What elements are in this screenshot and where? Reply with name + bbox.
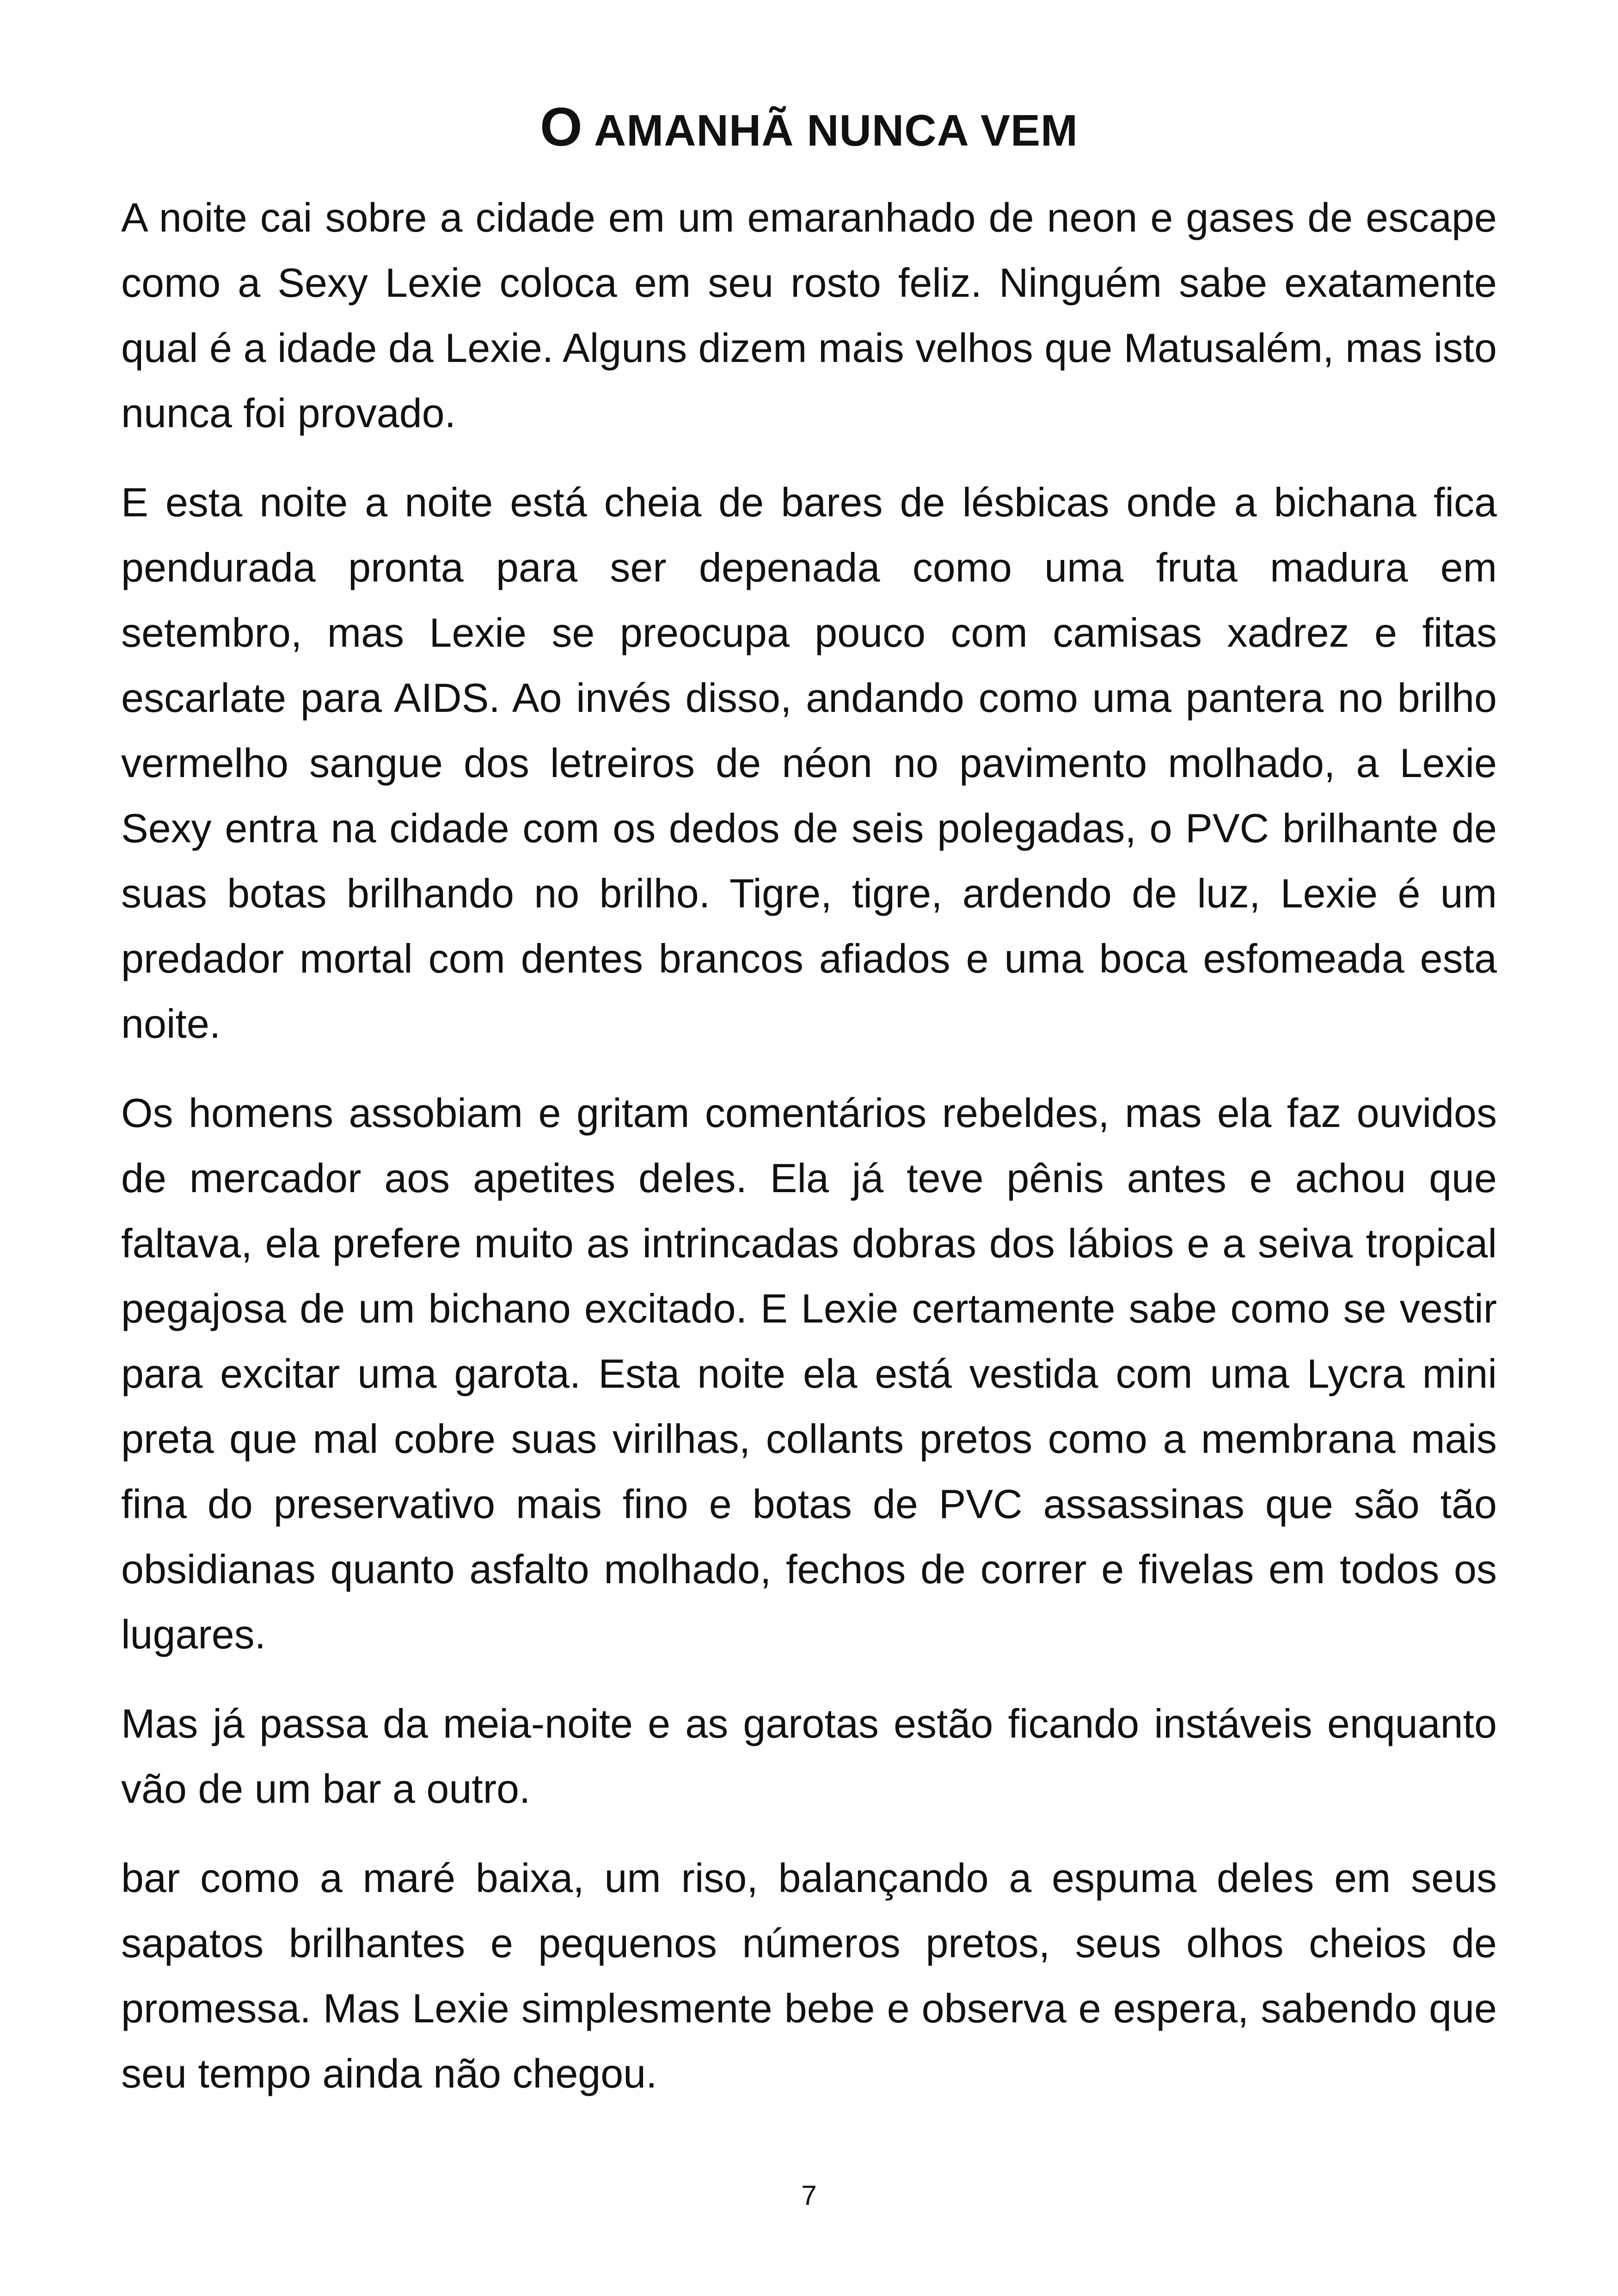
body-text xyxy=(121,185,1497,2130)
page-title xyxy=(121,95,1497,163)
paragraph-1: A noite cai sobre a cidade em um emaranhado de neon e gases de escape como a Sexy Lexie coloca em seu rosto feliz. Ninguém sabe exatamente qual é a idade da Lexie. Alguns dizem mais velhos que Matusalém, mas isto nunca foi provado. xyxy=(121,195,1497,436)
title-first-letter: O xyxy=(540,97,583,158)
title-rest: AMANHÃ NUNCA VEM xyxy=(582,106,1078,155)
page-number: 7 xyxy=(801,2180,817,2211)
paragraph-2: E esta noite a noite está cheia de bares de lésbicas onde a bichana fica pendurada pronta para ser depenada como uma fruta madura em setembro, mas Lexie se preocupa pouco com camisas xadrez e fitas escarlate para AIDS. Ao invés disso, andando como uma pantera no brilho vermelho sangue dos letreiros de néon no pavimento molhado, a Lexie Sexy entra na cidade com os dedos de seis polegadas, o PVC brilhante de suas botas brilhando no brilho. Tigre, tigre, ardendo de luz, Lexie é um predador mortal com dentes brancos afiados e uma boca esfomeada esta noite. xyxy=(121,479,1497,1047)
paragraph-3: Os homens assobiam e gritam comentários rebeldes, mas ela faz ouvidos de mercador aos apetites deles. Ela já teve pênis antes e achou que faltava, ela prefere muito as intrincadas dobras dos lábios e a seiva tropical pegajosa de um bichano excitado. E Lexie certamente sabe como se vestir para excitar uma garota. Esta noite ela está vestida com uma Lycra mini preta que mal cobre suas virilhas, collants pretos como a membrana mais fina do preservativo mais fino e botas de PVC assassinas que são tão obsidianas quanto asfalto molhado, fechos de correr e fivelas em todos os lugares. xyxy=(121,1090,1497,1657)
document-page xyxy=(121,0,1497,2296)
paragraph-5: bar como a maré baixa, um riso, balançando a espuma deles em seus sapatos brilhantes e pequenos números pretos, seus olhos cheios de promessa. Mas Lexie simplesmente bebe e observa e espera, sabendo que seu tempo ainda não chegou. xyxy=(121,1855,1497,2096)
paragraph-4: Mas já passa da meia-noite e as garotas estão ficando instáveis enquanto vão de um bar a outro. xyxy=(121,1701,1497,1812)
